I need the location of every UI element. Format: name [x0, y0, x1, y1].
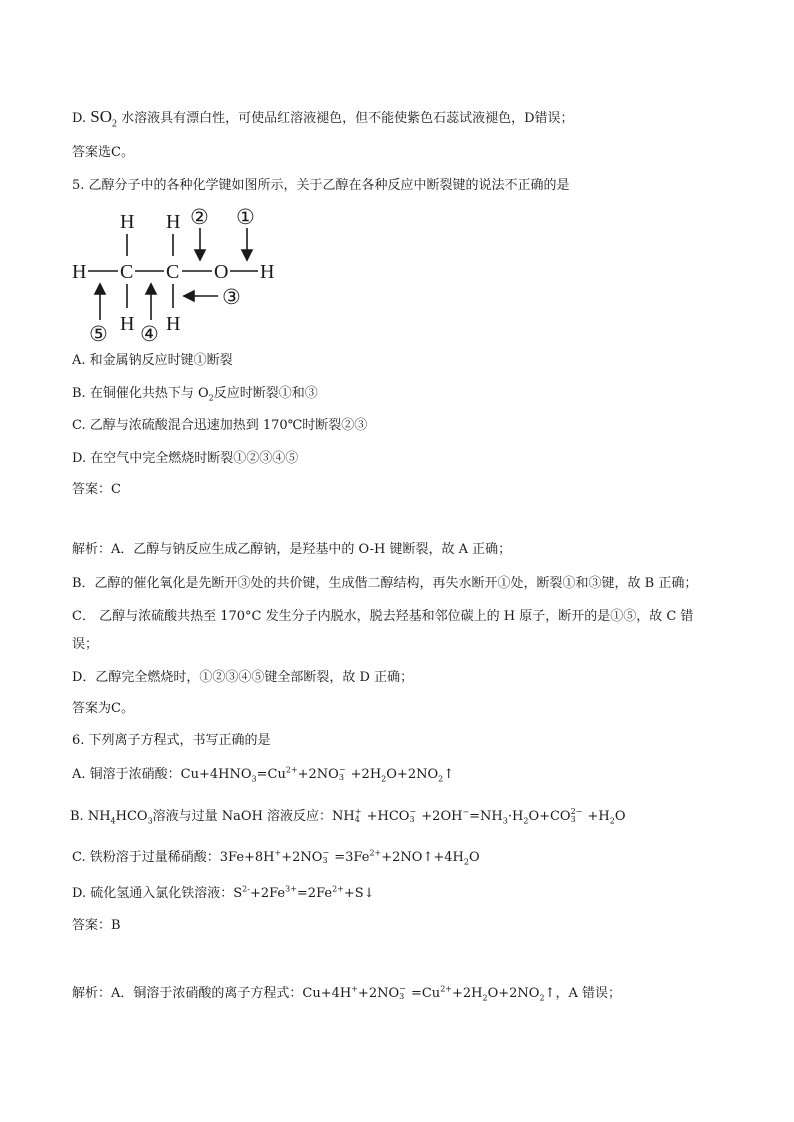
atom-o: O — [214, 261, 229, 283]
arrow-4-head — [146, 284, 156, 294]
option-label: D. — [72, 111, 87, 126]
atom-h-top-1: H — [120, 211, 135, 233]
q5-answer: 答案：C — [72, 482, 121, 497]
q5-option-a: A. 和金属钠反应时键①断裂 — [72, 353, 233, 368]
q5-explanation-c-cont: 误； — [72, 637, 99, 652]
q6-answer: 答案：B — [72, 918, 121, 933]
atom-h-right: H — [260, 261, 275, 283]
arrow-1-head — [242, 250, 252, 260]
ion-stack: 2− 3 — [570, 806, 583, 824]
atom-h-bottom-1: H — [120, 313, 135, 335]
ion-stack: − 3 — [409, 806, 417, 824]
arrow-2-head — [195, 250, 205, 260]
arrow-3-head — [184, 291, 194, 301]
atom-c2: C — [166, 261, 180, 283]
label-3: ③ — [222, 285, 241, 309]
arrow-5-head — [95, 284, 105, 294]
label-2: ② — [190, 205, 209, 229]
atom-h-bottom-2: H — [166, 313, 181, 335]
label-1: ① — [236, 205, 255, 229]
q5-option-d: D. 在空气中完全燃烧时断裂①②③④⑤ — [72, 451, 299, 466]
atom-h-top-2: H — [166, 211, 181, 233]
q5-explanation-d: D．乙醇完全燃烧时，①②③④⑤键全部断裂，故 D 正确； — [72, 670, 414, 685]
q6-option-a: A. 铜溶于浓硝酸：$Cu+4HNO_3=Cu^{2+}+2NO$ − 3 $+2H_2O+2NO_2↑$ — [72, 764, 455, 784]
q5-option-c: C. 乙醇与浓硫酸混合迅速加热到 170℃时断裂②③ — [72, 418, 368, 433]
ion-stack: − 3 — [399, 983, 406, 1001]
q4-option-d — [72, 108, 574, 128]
q5-stem: 5. 乙醇分子中的各种化学键如图所示，关于乙醇在各种反应中断裂键的说法不正确的是 — [72, 178, 570, 193]
q6-option-d: D. 硫化氢通入氯化铁溶液：$S^{2-}+2Fe^{3+}=2Fe^{2+}+S↓$ — [72, 884, 375, 901]
q6-option-c: C. 铁粉溶于过量稀硝酸：3Fe+8H++2NO − 3 $=3Fe^{2+}+2NO↑+4H_2O$ — [72, 847, 480, 867]
q5-conclusion: 答案为C。 — [72, 701, 134, 716]
q5-explanation-a: 解析：A．乙醇与钠反应生成乙醇钠，是羟基中的 O-H 键断裂，故 A 正确； — [72, 542, 512, 557]
q5-option-b: B. 在铜催化共热下与 $O_2$反应时断裂①和③ — [72, 386, 318, 403]
q5-explanation-b: B．乙醇的催化氧化是先断开③处的共价键，生成偕二醇结构，再失水断开①处，断裂①和③键，故 B 正确； — [72, 576, 698, 591]
q6-explanation-a: 解析：A．铜溶于浓硝酸的离子方程式：Cu+4H++2NO − 3 $=Cu^{2+}+2H_2O+2NO_2↑$，A 错误； — [72, 983, 621, 1003]
label-4: ④ — [140, 322, 159, 342]
q5-explanation-c: C． 乙醇与浓硫酸共热至 170°C 发生分子内脱水，脱去羟基和邻位碳上的 H 原子，断开的是①⑤，故 C 错 — [72, 609, 694, 624]
q6-stem: 6. 下列离子方程式，书写正确的是 — [72, 733, 271, 748]
ion-stack: − 3 — [338, 764, 346, 782]
q4-answer: 答案选C。 — [72, 145, 134, 160]
so2-formula: $SO_2$ — [90, 107, 117, 130]
atom-c1: C — [120, 261, 134, 283]
label-5: ⑤ — [89, 322, 108, 342]
ion-stack: − 3 — [322, 847, 330, 865]
option-text: 水溶液具有漂白性，可使品红溶液褪色，但不能使紫色石蕊试液褪色，D错误； — [121, 111, 574, 126]
ion-stack: + 4 — [354, 806, 362, 824]
atom-h-left: H — [72, 261, 87, 283]
q6-option-b: B. $NH_4HCO_3$溶液与过量 NaOH 溶液反应：NH + 4 +HCO − 3 $+2OH^-=NH_3\cdot H_2O+CO$ 2− 3 $+H_2O$ — [70, 806, 626, 826]
ethanol-structure-diagram — [70, 202, 290, 342]
